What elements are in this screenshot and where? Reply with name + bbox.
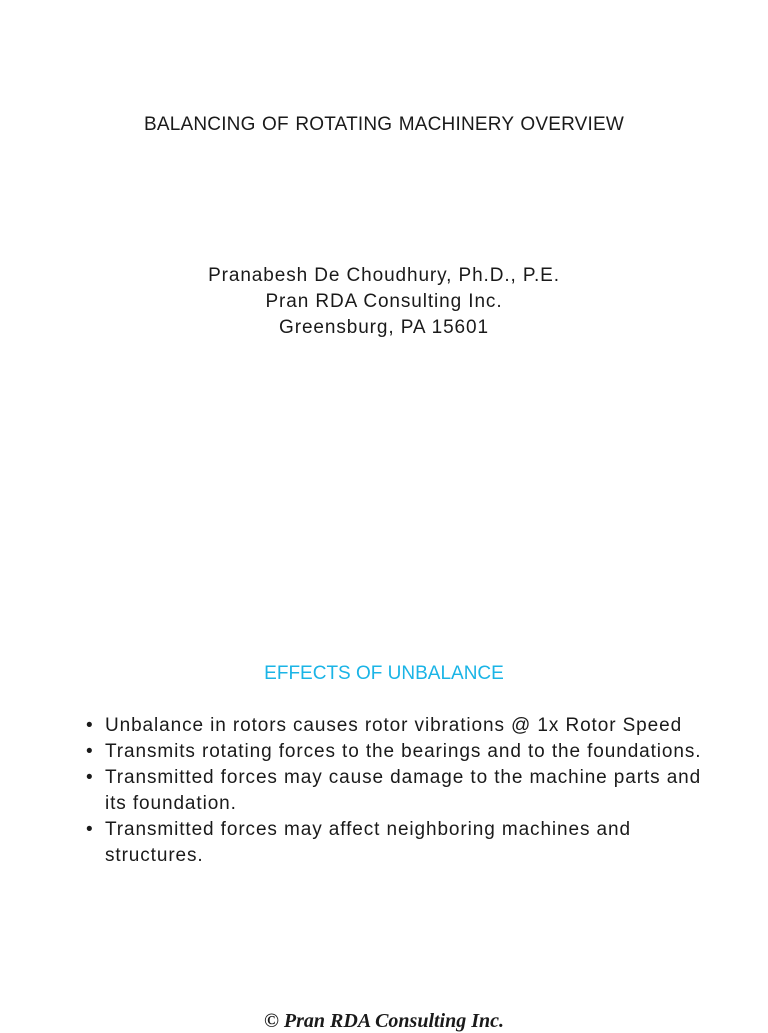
bullet-text: Unbalance in rotors causes rotor vibrations @ 1x Rotor Speed bbox=[105, 715, 683, 736]
bullet-text: Transmitted forces may cause damage to the machine parts and its foundation. bbox=[105, 767, 702, 814]
bullet-icon: • bbox=[86, 715, 94, 736]
author-company: Pran RDA Consulting Inc. bbox=[265, 291, 503, 312]
list-item bbox=[86, 739, 726, 765]
author-name: Pranabesh De Choudhury, Ph.D., P.E. bbox=[208, 265, 560, 286]
list-item bbox=[86, 713, 726, 739]
bullet-text: Transmitted forces may affect neighboring machines and structures. bbox=[105, 819, 631, 866]
section-heading: EFFECTS OF UNBALANCE bbox=[264, 663, 504, 684]
bullet-text: Transmits rotating forces to the bearings and to the foundations. bbox=[105, 741, 702, 762]
author-block bbox=[0, 263, 768, 341]
copyright-footer: © Pran RDA Consulting Inc. bbox=[263, 1010, 505, 1032]
bullet-list bbox=[86, 713, 726, 869]
list-item bbox=[86, 817, 726, 869]
bullet-icon: • bbox=[86, 819, 94, 840]
author-location: Greensburg, PA 15601 bbox=[279, 317, 489, 338]
document-title: BALANCING OF ROTATING MACHINERY OVERVIEW bbox=[143, 114, 625, 135]
bullet-icon: • bbox=[86, 767, 94, 788]
list-item bbox=[86, 765, 726, 817]
bullet-icon: • bbox=[86, 741, 94, 762]
